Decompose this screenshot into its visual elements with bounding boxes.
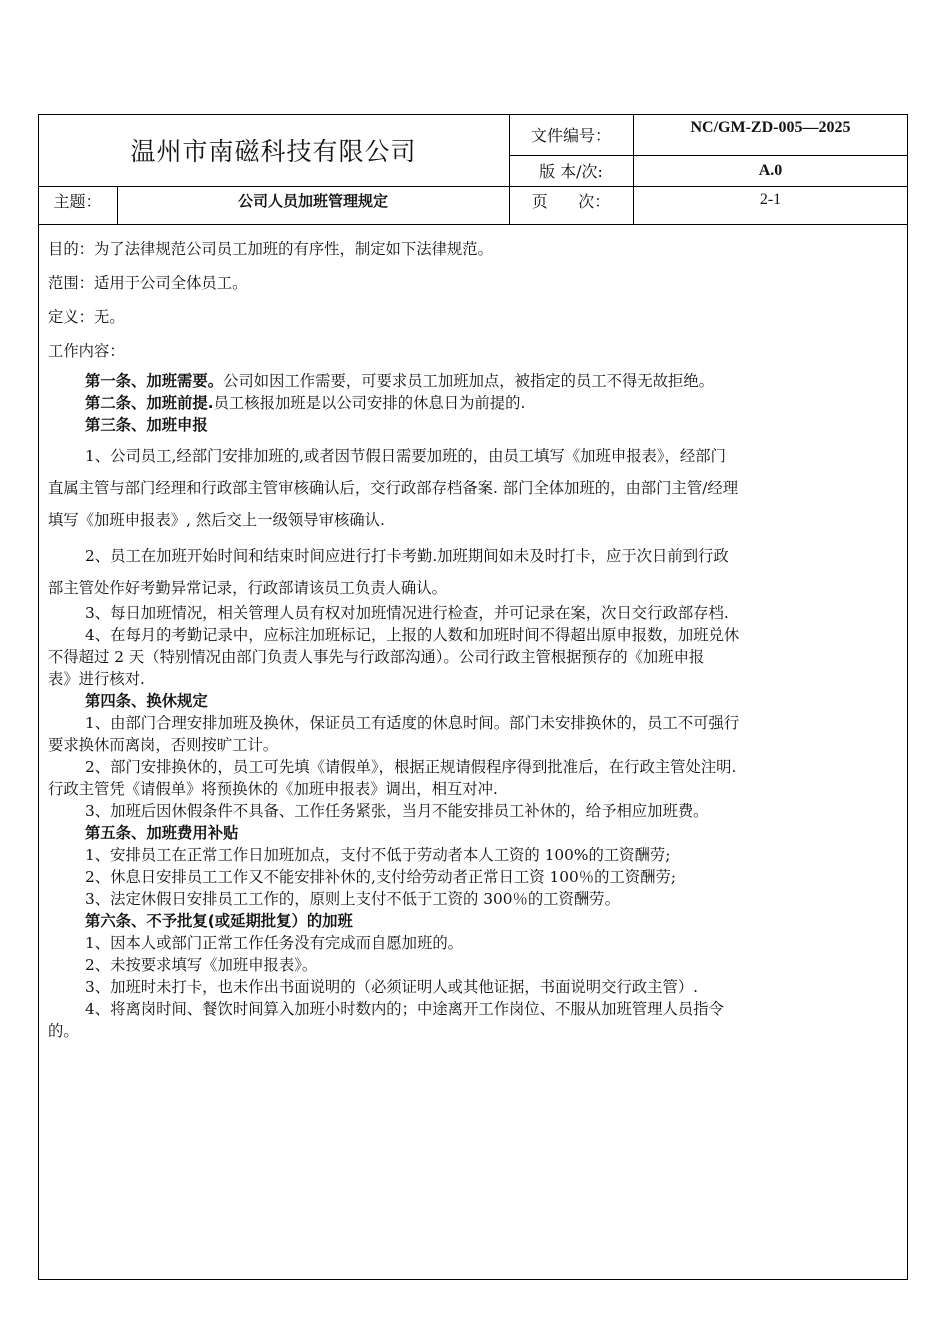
version-label: 版 本/次: (539, 162, 603, 181)
article-6-p2: 2、未按要求填写《加班申报表》。 (85, 956, 318, 974)
article-1 (48, 370, 896, 392)
article-4-heading: 第四条、换休规定 (85, 692, 208, 710)
article-5-p3: 3、法定休假日安排员工工作的，原则上支付不低于工资的 300％的工资酬劳。 (85, 890, 620, 908)
scope-line: 范围：适用于公司全体员工。 (48, 274, 248, 292)
doc-number-value: NC/GM-ZD-005—2025 (690, 119, 851, 136)
article-2 (48, 392, 896, 414)
header-divider (38, 224, 908, 225)
article-3-heading: 第三条、加班申报 (85, 416, 208, 434)
article-3-p4-line3: 表》进行核对. (48, 670, 145, 688)
definition-line: 定义：无。 (48, 308, 125, 326)
article-4-p2-line1: 2、部门安排换休的，员工可先填《请假单》，根据正规请假程序得到批准后，在行政主管处注明. (85, 758, 737, 776)
article-6-p3: 3、加班时未打卡，也未作出书面说明的（必须证明人或其他证据，书面说明交行政主管）. (85, 978, 699, 996)
article-6-p1: 1、因本人或部门正常工作任务没有完成而自愿加班的。 (85, 934, 464, 952)
article-3-p1-line3: 填写《加班申报表》, 然后交上一级领导审核确认. (48, 511, 385, 529)
article-1-heading: 第一条、加班需要。 (85, 372, 224, 390)
work-content-label: 工作内容： (48, 342, 125, 360)
article-5-p2: 2、休息日安排员工工作又不能安排补休的,支付给劳动者正常日工资 100％的工资酬劳; (85, 868, 677, 886)
doc-number-label: 文件编号： (530, 126, 611, 145)
subject-label: 主题： (53, 191, 102, 211)
article-4-p3: 3、加班后因休假条件不具备、工作任务紧张，当月不能安排员工补休的，给予相应加班费。 (85, 802, 709, 820)
purpose-line: 目的：为了法律规范公司员工加班的有序性，制定如下法律规范。 (48, 240, 493, 258)
article-3-p4-line1: 4、在每月的考勤记录中，应标注加班标记，上报的人数和加班时间不得超出原申报数，加班兑休 (85, 626, 740, 644)
version-value: A.0 (758, 161, 783, 179)
article-2-heading: 第二条、加班前提. (85, 394, 214, 412)
article-6-p4-line1: 4、将离岗时间、餐饮时间算入加班小时数内的；中途离开工作岗位、不服从加班管理人员指令 (85, 1000, 724, 1018)
subject-value: 公司人员加班管理规定 (237, 191, 388, 210)
article-1-text: 公司如因工作需要，可要求员工加班加点，被指定的员工不得无故拒绝。 (223, 372, 715, 390)
article-6-heading: 第六条、不予批复(或延期批复）的加班 (85, 912, 353, 930)
article-2-text: 员工核报加班是以公司安排的休息日为前提的. (213, 394, 526, 412)
article-3-p2-line2: 部主管处作好考勤异常记录，行政部请该员工负责人确认。 (48, 579, 447, 597)
article-3-p1-line2: 直属主管与部门经理和行政部主管审核确认后，交行政部存档备案. 部门全体加班的，由部门主管/经理 (48, 479, 739, 497)
article-5-p1: 1、安排员工在正常工作日加班加点，支付不低于劳动者本人工资的 100%的工资酬劳; (85, 846, 671, 864)
article-6-p4-line2: 的。 (48, 1022, 79, 1040)
article-3-p3: 3、每日加班情况，相关管理人员有权对加班情况进行检查，并可记录在案，次日交行政部存档. (85, 604, 729, 622)
document-body (48, 232, 896, 1042)
article-3-p1-line1: 1、公司员工,经部门安排加班的,或者因节假日需要加班的，由员工填写《加班申报表》，经部门 (85, 447, 726, 465)
article-5-heading: 第五条、加班费用补贴 (85, 824, 239, 842)
page-label: 页 次： (531, 191, 611, 211)
article-4-p1-line2: 要求换休而离岗，否则按旷工计。 (48, 736, 279, 754)
company-name: 温州市南磁科技有限公司 (130, 137, 417, 166)
article-4-p2-line2: 行政主管凭《请假单》将预换休的《加班申报表》调出，相互对冲. (48, 780, 498, 798)
article-3-p4-line2: 不得超过 2 天（特别情况由部门负责人事先与行政部沟通）。公司行政主管根据预存的《加班申报 (48, 648, 705, 666)
article-3-p2-line1: 2、员工在加班开始时间和结束时间应进行打卡考勤.加班期间如未及时打卡，应于次日前到行政 (85, 547, 729, 565)
article-4-p1-line1: 1、由部门合理安排加班及换休，保证员工有适度的休息时间。部门未安排换休的，员工不可强行 (85, 714, 740, 732)
page-value: 2-1 (759, 191, 782, 208)
